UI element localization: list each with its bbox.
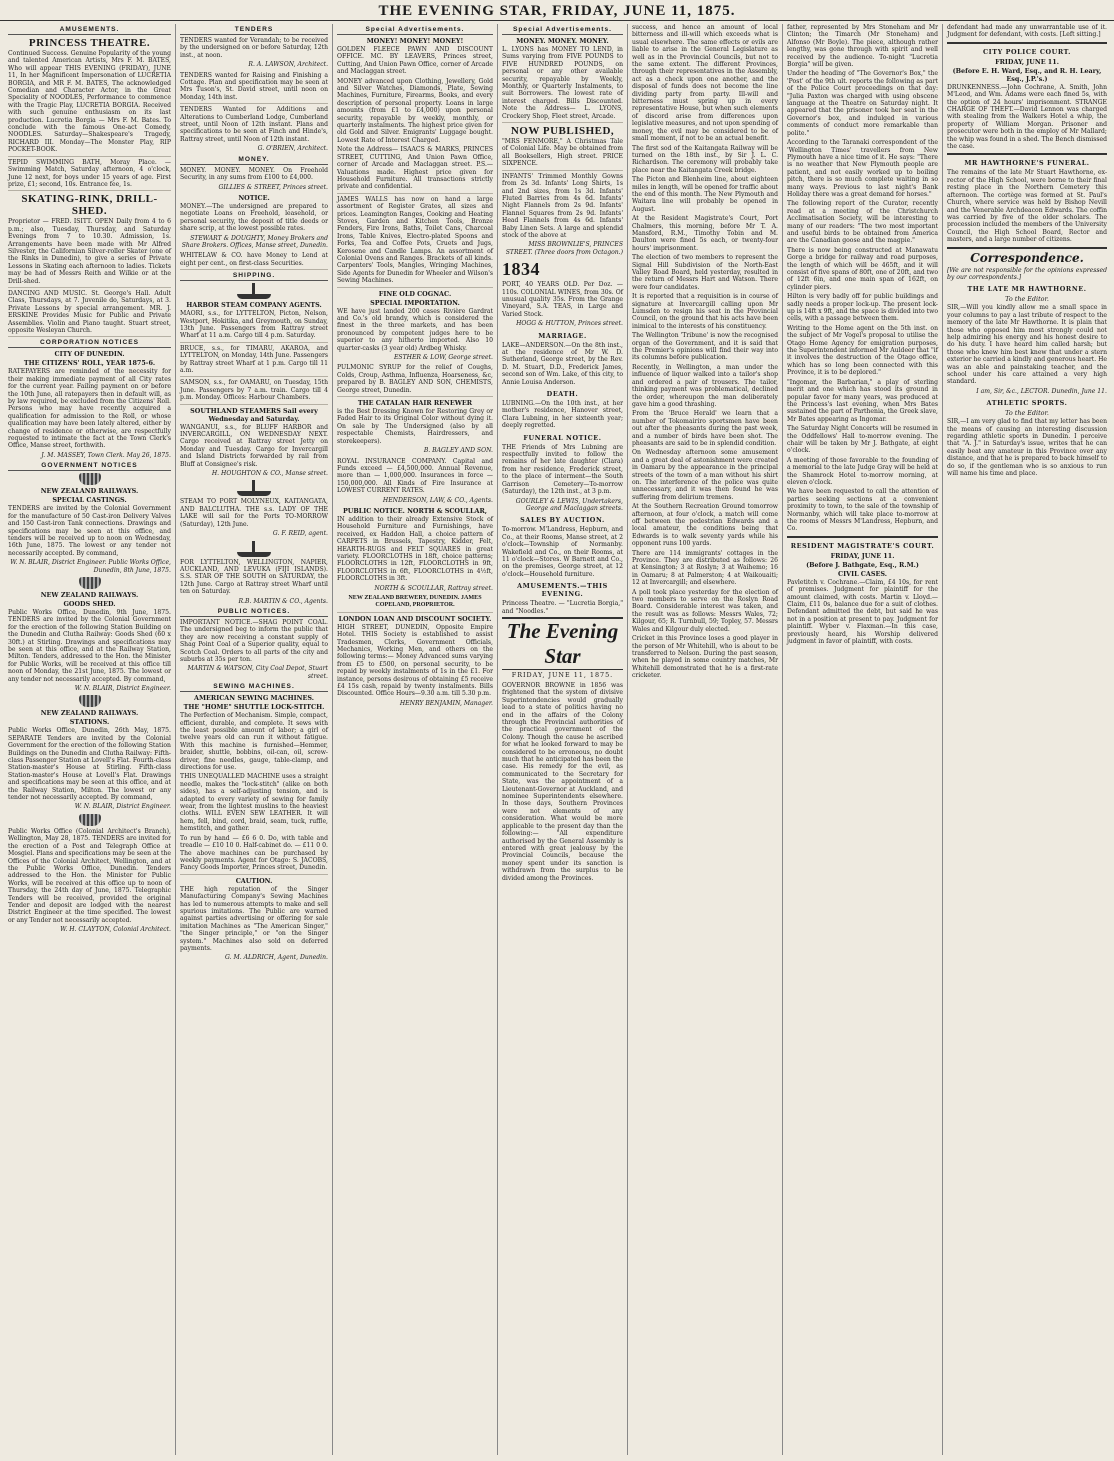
news-paragraph: The Saturday Night Concerts will be resumed in the Oddfellows' Hall to-morrow evening. The chair will be taken by Mr J. Bathgate, at eight o'clock. xyxy=(787,425,938,455)
marriage-notice: LAKE—ANDERSON.—On the 8th inst., at the residence of Mr W. D. Sutherland, George street, by the Rev. D. M. Stuart, D.D., Frederick James, second son of Wm. Lake, of this city, to Annie Louisa Anderson. xyxy=(502,341,623,386)
pawn-ad: GOLDEN FLEECE PAWN AND DISCOUNT OFFICE. MC. BY LEAVERS, Princes street, Cutting, And Union Pawn Office, corner of Arcade and Maclaggan street. xyxy=(337,46,493,76)
auction-list: To-morrow. M'Landress, Hepburn, and Co., at their Rooms, Manse street, at 2 o'clock—Township of Normanby. Wakefield and Co., on their Rooms, at 11 o'clock—Stores. W Barnett and Co., on the premises, George street, at 12 o'clock—Household furniture. xyxy=(502,526,623,578)
letter-body: SIR,—I am very glad to find that my letter has been the means of causing an interesting discussion regarding athletic sports in Dunedin. I perceive that "A. J." in Saturday's issue, writes that he can easily beat any amateur in this Province over any distance, and that he is prepared to back himself to do so, if the gentleman who is so anxious to run will name his time and place. xyxy=(947,418,1107,478)
section-header: Special Advertisements. xyxy=(337,26,493,35)
signature: I am, Sir, &c., LECTOR. Dunedin, June 11. xyxy=(976,387,1107,395)
section-header: TENDERS xyxy=(180,26,328,35)
news-paragraph: According to the Taranaki correspondent of the 'Wellington Times' travellers from New Plymouth have a nice time of it. He says: "There is no weather that New Plymouth people are patient, and not easily worked up to boiling pitch, there is so much complete waiting in so many ways. Previous to last night's Bank Holiday there was a great demand for horses." xyxy=(787,139,938,198)
signature: W. N. BLAIR, District Engineer. xyxy=(74,685,171,692)
dancing-ad: DANCING AND MUSIC. St. George's Hall. Adult Class, Thursdays, at 7. Juvenile do, Saturdays, at 3. Private Lessons by special arrangement. MR. J. ERSKINE Provides Music for Public and Private Assemblies. Violin and Piano taught. Stuart street, opposite Wesleyan Church. xyxy=(8,290,171,337)
sewing-ad: To run by hand — £6 6 0. Do, with table and treadle — £10 10 0. Half-cabinet do. — £11 0 0. The above machines can be purchased by weekly payments. Agent for Otago: S. JACOBS, Fancy Goods Importer, Princes street, Dunedin. xyxy=(180,835,328,875)
newspaper-nameplate: The Evening Star xyxy=(502,617,623,670)
news-paragraph: success, and hence an amount of local bitterness and ill-will which exceeds what is usual elsewhere. The same effects or evils are liable to arise in the General Legislature as well as in the Provincial Councils, but not to the same extent. The different Provinces, through their representatives in the Assembly, act as a check upon one another, and the disposal of funds does not become the line dividing party from party. Ill-will and bitterness must spring up in every representative House, but when such elements of discord arise from differences upon legislative measures, and not upon spending of money, the evil may be considered to be of small moment, if not to be an actual benefit. xyxy=(632,24,778,143)
news-paragraph: We have been requested to call the attention of parties seeking sections at a convenient proximity to town, to the sale of the township of Normanby, which will take place to-morrow at the rooms of Messrs M'Landress, Hepburn, and Co. xyxy=(787,488,938,533)
sewing-ad: THIS UNEQUALLED MACHINE uses a straight needle, makes the "lock-stitch" (alike on both sides), has a self-adjusting tension, and is adapted to every variety of sewing for family wear, from the lightest muslins to the heaviest cloths. WILL EVEN SEW LEATHER. It will hem, fell, bind, cord, braid, seam, tuck, ruffle, hemstitch, and gather. xyxy=(180,773,328,833)
cognac-ad: WE have just landed 200 cases Rivière Gardrat and Co.'s old brandy, which is considered the finest in the three markets, and has been pronounced by competent judges here to be superior to any hitherto imported. Also 10 quarter-casks (3 year old) Ardbeg Whisky. xyxy=(337,307,493,352)
section-header: MR HAWTHORNE'S FUNERAL. xyxy=(964,159,1090,168)
section-header: RESIDENT MAGISTRATE'S COURT. xyxy=(790,541,935,550)
letter-title: THE LATE MR HAWTHORNE. xyxy=(967,285,1087,294)
tender-ad: TENDERS wanted for Raising and Finishing a Cottage. Plan and specification may be seen at Mrs Tuson's, St. David street, until noon on Monday, 14th inst. xyxy=(180,72,328,105)
news-paragraph: The first sod of the Kaitangata Railway will be turned on the 18th inst., by Sir J. L. C. Richardson. The ceremony will probably take place near the Kaitangata Creek bridge. xyxy=(632,144,778,174)
section-header: SALES BY AUCTION. xyxy=(520,516,605,525)
news-paragraph: The Wellington 'Tribune' is now the recognised organ of the Government, and it is said that the Premier's opinions will find their way into its columns before publication. xyxy=(632,332,778,362)
pawn-ad-address: Note the Address— ISAACS & MARKS, PRINCES STREET, CUTTING, And Union Pawn Office, corner of Arcade and Maclaggan street. P.S.—Valuations made. Highest price given for Household Furniture. All transactions strictly private and confidential. xyxy=(337,146,493,193)
port-year: 1834 xyxy=(502,259,540,280)
letter-salutation: To the Editor. xyxy=(1005,409,1049,418)
ad-title: MONEY! MONEY! MONEY! xyxy=(366,37,464,45)
section-header: AMUSEMENTS. xyxy=(8,26,171,35)
ad-title: MONEY. MONEY. MONEY. xyxy=(516,37,609,45)
pawn-ad: MONEY advanced upon Clothing, Jewellery, Gold and Silver Watches, Diamonds, Plate, Sewing Machines, Furniture, Firearms, Books, and every description of personal property. Loans in large amounts (from £1 to £4,000) upon personal security, repayable by weekly, monthly, or quarterly instalments. The highest price given for old Gold and Silver. Emigrants' Luggage bought. Lowest Rate of Interest Charged. xyxy=(337,77,493,144)
shipping-ad: BRUCE, s.s., for TIMARU, AKAROA, and LYTTELTON, on Monday, 14th June. Passengers by Rattray street Wharf at 1 p.m. Cargo till 11 a.m. xyxy=(180,345,328,378)
notice-title: NOTICE. xyxy=(238,193,270,202)
section-header: SHIPPING. xyxy=(180,272,328,281)
news-paragraph: Under the heading of "The Governor's Box," the 'Post' of the 9th ult. reports the following as part of the Police Court proceedings on that day: "Julia Paxton was charged with using obscene language at the Theatre on Saturday night. It appeared that the prisoner took her seat in the Governor's box, and indulged in various comments of conduct more remarkable than polite." xyxy=(787,70,938,137)
royal-crest-icon xyxy=(79,473,101,485)
signature: R.B. MARTIN & CO., Agents. xyxy=(238,597,328,605)
court-report: Pavletitch v. Cochrane.—Claim, £4 10s, for rent of premises. Judgment for plaintiff for the amount claimed, with costs. Martin v. Lloyd.—Claim, £11 0s, balance due for a suit of clothes. Defendant admitted the debt, but said he was not in a position at present to pay. Judgment for plaintiff. Wyber v. Flaxman.—In this case, previously heard, his Worship delivered judgment in favor of plaintiff, with costs. xyxy=(787,578,938,646)
money-ad: MONEY.—The undersigned are prepared to negotiate Loans on Freehold, leasehold, or personal security, the deposit of title deeds or share scrip, at the lowest possible rates. xyxy=(180,202,328,233)
notice-title: SOUTHLAND STEAMERS Sail every Wednesday and Saturday. xyxy=(190,406,318,423)
section-header: DEATH. xyxy=(546,390,579,399)
steamship-icon xyxy=(235,283,273,299)
notice-title: AMERICAN SEWING MACHINES. xyxy=(194,694,314,703)
tender-ad: TENDERS Wanted for Additions and Alterations to Cumberland Lodge, Cumberland street, until Noon of 12th instant. Plans and specifications to be seen at Finch and Hinde's, Rattray street, until Noon of 12th instant. xyxy=(180,106,328,143)
news-paragraph: Cricket in this Province loses a good player in the person of Mr Whitehill, who is about to be transferred to Nelson. During the past season, when he played in some country matches, Mr Whitehill demonstrated that he is a first-rate cricketer. xyxy=(632,635,778,680)
section-header: CORPORATION NOTICES xyxy=(8,339,171,348)
brewery-ad: NEW ZEALAND BREWERY, DUNEDIN. JAMES COPELAND, PROPRIETOR. xyxy=(337,595,493,613)
column-3 xyxy=(333,24,498,1455)
caution-ad: THE high reputation of the Singer Manufacturing Company's Sewing Machines has led to numerous attempts to make and sell spurious imitations. The Public are warned against parties advertising or offering for sale imitation Machines as "The American Singer," "the Singer principle," or "on the Singer system." Machines also sold on deferred payments. xyxy=(180,885,328,952)
tender-ad: TENDERS wanted for Verandah; to be received by the undersigned on or before Saturday, 12th inst., at noon. xyxy=(180,37,328,59)
signature: G. F. REID, agent. xyxy=(272,530,328,538)
signature: GOURLEY & LEWIS, Undertakers, George and Maclaggan streets. xyxy=(515,497,623,512)
letter-body: SIR,—Will you kindly allow me a small space in your columns to pay a last tribute of respect to the memory of the late Mr Hawthorne. It is plain that those who opposed him most strongly could not help admiring his energy and his honest desire to do his duty. I have heard him called harsh; but those who knew him best knew that under a stern exterior he carried a kindly and generous heart. He was an able and painstaking teacher, and the school under his care attained a very high standard. xyxy=(947,304,1107,386)
ad-title: LONDON LOAN AND DISCOUNT SOCIETY. xyxy=(338,614,492,623)
news-paragraph: defendant had made any unwarrantable use of it. Judgment for defendant, with costs. [Left sitting.] xyxy=(947,24,1107,39)
court-civil-heading: CIVIL CASES. xyxy=(838,569,887,578)
column-7 xyxy=(943,24,1111,1455)
news-paragraph: From the 'Bruce Herald' we learn that a number of Tokomairiro sportsmen have been out after the pheasants during the past week, and a number of birds have been shot. The pheasants are said to be in splendid condition. xyxy=(632,410,778,447)
signature: STEWART & DOUGHTY, Money Brokers and Share Brokers. Offices, Manse street, Dunedin. xyxy=(181,234,328,249)
railway-notice: Public Works Office, Dunedin, 26th May, 1875. SEPARATE Tenders are invited by the Colonial Government for the erection of the following Station Buildings on the Dunedin and Clutha Railway: Fifth-class Passenger Station at Lovell's Flat. Fourth-class Station-master's House at Stirling. Fifth-class Station-master's House at Lovell's Flat. Drawings and specifications may be seen at this office, and at the Railway Station, Milton. The lowest or any tender not necessarily accepted. By command, xyxy=(8,727,171,802)
signature: G. O'BRIEN, Architect. xyxy=(257,145,328,153)
steamship-icon xyxy=(235,541,273,557)
ad-title: THE CATALAN HAIR RENEWER xyxy=(357,399,473,408)
skating-ad: Proprietor — FRED. ISITT. OPEN Daily from 4 to 6 p.m.; also, Tuesday, Thursday, and Saturday Evenings from 7 to 10.30. Admission, 1s. Arrangements have been made with Mr Alfred Silvester, the Californian Silver-roller Skater (one of the Rinks in Dunedin), to give a series of Private Lessons in Skating each afternoon to ladies. Tickets may be had of Messrs Reith and Wilkie or at the Drill-shed. xyxy=(8,218,171,288)
news-paragraph: There are 114 immigrants' cottages in the Province. They are distributed as follows: 26 at Kensington; 3 at Roslyn; 3 at Waihemo; 16 in Oamaru; 8 at Palmerston; 4 at Waikouaiti; 12 at Invercargill; and elsewhere. xyxy=(632,549,778,587)
signature: W. N. BLAIR, District Engineer. xyxy=(74,803,171,811)
money-ad: MONEY. MONEY. MONEY. On Freehold Security, in any sums from £100 to £4,000. xyxy=(180,166,328,182)
signature: W. N. BLAIR, District Engineer. Public Works Office, Dunedin, 8th June, 1875. xyxy=(10,559,171,574)
notice-subtitle: GOODS SHED. xyxy=(63,599,116,608)
signature: R. A. LAWSON, Architect. xyxy=(248,61,328,69)
news-paragraph: There is now being constructed at Manawatu Gorge a bridge for railway and road purposes, the length of which will be 465ft, and it will consist of five spans of 80ft, one of 20ft, and two of 12ft 6in, and one main span of 162ft, on cylinder piers. xyxy=(787,246,938,291)
signature: NORTH & SCOULLAR, Rattray street. xyxy=(374,584,493,592)
ad-title: FINE OLD COGNAC. xyxy=(378,289,452,298)
royal-crest-icon xyxy=(79,695,101,707)
signature: HENDERSON, LAW, & CO., Agents. xyxy=(382,496,493,504)
section-header: AMUSEMENTS.—THIS EVENING. xyxy=(517,582,608,599)
book-ad: "MRS FENMORE," A Christmas Tale of Colonial Life. May be obtained from all Booksellers, High street. PRICE SIXPENCE. xyxy=(502,138,623,171)
funeral-notice: THE Friends of Mrs Lubning are respectfully invited to follow the remains of her late daughter (Clara) from her residence, Frederick street, to the place of interment—the South Garrison Cemetery—To-morrow (Saturday), the 12th inst., at 3 p.m. xyxy=(502,443,623,496)
column-4 xyxy=(498,24,628,1455)
notice-title: CITY OF DUNEDIN. xyxy=(54,350,125,359)
masthead xyxy=(0,0,1114,21)
notice-title: NEW ZEALAND RAILWAYS. xyxy=(40,590,139,599)
notice-title: NEW ZEALAND RAILWAYS. xyxy=(40,487,139,496)
ironmongery-ad: JAMES WALLS has now on hand a large assortment of Register Grates, all sizes and prices. Leamington Ranges, Cooking and Heating Stoves, Garden and Kitchen Tools, Bronze Fenders, Fire Irons, Baths, Toilet Cans, Charcoal Irons, Table Knives, Electro-plated Spoons and Forks, Tea and Coffee Pots, Cruets and Jugs, Kerosene and Candle Lamps. An assortment of Colonial Ovens and Ranges. Brackets of all kinds. Carpenters' Tools, Mangles, Wringing Machines, Side Agents for Dunedin for Wheeler and Wilson's Sewing Machines. xyxy=(337,196,493,288)
ad-subtitle: SPECIAL IMPORTATION. xyxy=(370,298,460,307)
section-header: CITY POLICE COURT. xyxy=(982,47,1072,56)
public-notice: IMPORTANT NOTICE.—SHAG POINT COAL. The undersigned beg to inform the public that they are now receiving a constant supply of Shag Point Coal of a Superior quality, equal to Scotch Coal. Orders to all parts of the city and suburbs at 35s per ton. xyxy=(180,618,328,663)
divider xyxy=(787,536,938,538)
signature: W. H. CLAYTON, Colonial Architect. xyxy=(60,926,171,934)
railway-notice: Public Works Office, Dunedin, 9th June, 1875. TENDERS are invited by the Colonial Government for the erection of the following Station Building on the Dunedin and Clutha Railway: Goods Shed (60 x 30ft.) at Stirling. Drawings and specifications may be seen at this office, and at the Railway Station, Milton. Tenders, addressed to the Hon. the Minister for Public Works, will be received at this office till noon of Monday, the 21st June, 1875. The lowest or any tender not necessarily accepted. By command, xyxy=(8,608,171,683)
signature: J. M. MASSEY, Town Clerk. May 26, 1875. xyxy=(41,451,171,459)
news-paragraph: A poll took place yesterday for the election of two members to serve on the Roslyn Road Board. Considerable interest was taken, and the result was as follows: Messrs Wales, 72; Kilgour, 65; R. Turnbull, 59; Topley, 57. Messrs Wales and Kilgour duly elected. xyxy=(632,588,778,633)
divider xyxy=(947,153,1107,155)
section-header: SEWING MACHINES. xyxy=(180,683,328,692)
shipping-ad: WANGANUI, s.s., for BLUFF HARBOR and INVERCARGILL, ON WEDNESDAY NEXT. Cargo received at Rattray street Jetty on Monday and Tuesday. Cargo for Invercargill and Island Districts forwarded by rail from Bluff at Consignee's risk. xyxy=(180,423,328,468)
steamship-icon xyxy=(235,480,273,496)
notice-subtitle: SPECIAL CASTINGS. xyxy=(52,496,127,505)
news-paragraph: The following report of the Curator, recently read at a meeting of the Christchurch Acclimatisation Society, will be interesting to many of our readers: "The two most important and useful birds to be obtained from America are the Canadian goose and the magpie." xyxy=(787,200,938,245)
signature: H. HOUGHTON & CO., Manse street. xyxy=(211,470,328,478)
loan-ad: HIGH STREET, DUNEDIN, Opposite Empire Hotel. THIS Society is established to assist Tradesmen, Clerks, Government Officials, Mechanics, Working Men, and others on the following terms:— Money Advanced sums varying from £5 to £500, on personal security, to be repaid by weekly instalments of 1s in the £1. For instance, persons desirous of obtaining £5 receive £4 15s cash, repaid by twenty instalments. Bills Discounted. Office Hours—9.30 a.m. till 5.30 p.m. xyxy=(337,623,493,698)
column-5 xyxy=(628,24,783,1455)
notice-title: CAUTION. xyxy=(235,876,273,885)
news-paragraph: The Picton and Blenheim line, about eighteen miles in length, will be opened for traffic about the end of this month. The New Plymouth and Waitara line will probably be opened in August. xyxy=(632,176,778,213)
drapery-ad: INFANTS' Trimmed Monthly Gowns from 2s 3d. Infants' Long Shirts, 1s and 2nd sizes, from 1s 3d. Infants' Fluted Barries from 4s 6d. Infants' Night Flannels from 2s 9d. Infants' Flannel Squares from 2s 9d. Infants' Head Flannels from 4s 6d. Infants' Baby Linen Sets. A large and splendid stock of the above at xyxy=(502,172,623,239)
news-paragraph: A meeting of those favorable to the founding of a memorial to the late Judge Gray will be held at the Shamrock Hotel to-morrow morning, at eleven o'clock. xyxy=(787,456,938,486)
money-ad: L. LYONS has MONEY TO LEND, in Sums varying from FIVE POUNDS to FIVE HUNDRED POUNDS, on personal or any other available security, repayable by Weekly, Monthly, or Quarterly Instalments, to suit Borrowers. The lowest rate of interest charged. Bills Discounted. Note the Address— L. LYONS, Crockery Shop, Fleet street, Arcade. xyxy=(502,46,623,123)
bath-ad: TEPID SWIMMING BATH, Moray Place. — Swimming Match, Saturday afternoon, 4 o'clock, June 12 next, for boys under 15 years of age. First prize, £1; second, 10s. Entrance fee, 1s. xyxy=(8,159,171,192)
news-paragraph: At the Resident Magistrate's Court, Port Chalmers, this morning, before Mr T. A. Mansford, R.M., Timothy Tobin and M. Daulton were fined 5s each, or twenty-four hours' imprisonment. xyxy=(632,215,778,252)
leading-article: GOVERNOR BROWNE in 1856 was frightened that the system of divisive Superintendencies would gradually lead to a state of politics having no end in the affairs of the Colony through the Provincial authorities of the practical government of the Colony. Though the cause he ascribed for what he looked forward to may be considered to be erroneous, no doubt much that he anticipated has been the case. His remedy for the evil, as communicated to the Secretary for State, was the appointment of a Lieutenant-Governor at Auckland, and nominee Superintendents elsewhere. In those days, Southern Provinces were not elements of any consideration. What would be more applicable to the present day than the following:— "All expenditure authorised by the General Assembly is entered with great jealousy by the Provincial Councils, because the money spent under its sanction is withdrawn from the surplus to be divided among the Provinces. xyxy=(502,681,623,882)
divider xyxy=(947,42,1107,44)
signature: MARTIN & WATSON, City Coal Depot, Stuart street. xyxy=(187,665,328,680)
royal-crest-icon xyxy=(79,814,101,826)
city-notice: RATEPAYERS are reminded of the necessity for their making immediate payment of all City rates for the current year. Failing payment on or before the 10th June, all ratepayers then in default will, as by law required, be excluded from the Citizens' Roll. Persons who may have recently acquired a qualification for admission to the Roll, or whose qualification may have been lately altered, either by change of residence or otherwise, are respectfully requested to intimate the fact at the Town Clerk's Office, Manse street, forthwith. xyxy=(8,368,171,450)
signature: ESTHER & LOW, George street. xyxy=(393,354,493,362)
shipping-ad: MAORI, s.s., for LYTTELTON, Picton, Nelson, Westport, Hokitika, and Greymouth, on Sunday, 13th June. Passengers from Rattray street Wharf at 11 a.m. Cargo till 4 p.m. Saturday. xyxy=(180,310,328,343)
column-1 xyxy=(4,24,176,1455)
news-paragraph: Hilton is very badly off for public buildings and sadly needs a proper lock-up. The present lock-up is 14ft x 9ft, and the space is divided into two cells, with a passage between them. xyxy=(787,293,938,323)
letter-title: ATHLETIC SPORTS. xyxy=(986,399,1068,408)
pulmonic-ad: PULMONIC SYRUP for the relief of Coughs, Colds, Croup, Asthma, Influenza, Hoarseness, &c, prepared by B. BAGLEY AND SON, CHEMISTS, George street, Dunedin. xyxy=(337,364,493,397)
telegraph-notice: Public Works Office (Colonial Architect's Branch), Wellington, May 28, 1875. TENDERS are invited for the erection of a Post and Telegraph Office at Mosgiel. Plans and specifications may be seen at the Offices of the Colonial Architect, Wellington, and at the Public Works Office, Dunedin. Tenders addressed to the Hon. the Minister for Public Works, will be received at this office up to noon of Thursday, the 24th day of June, 1875. Telegraphic Tenders will be received, provided the original Tender and deposit are lodged with the nearest District Engineer at the time specified. The lowest or any Tender not necessarily accepted. xyxy=(8,827,171,924)
section-header: Special Advertisements. xyxy=(502,26,623,35)
court-bench: (Before J. Bathgate, Esq., R.M.) xyxy=(806,560,919,569)
news-paragraph: Recently, in Wellington, a man under the influence of liquor walked into a tailor's shop and ordered a pair of trousers. The tailor, thinking payment was problematical, declined the order, whereupon the man deliberately gave him a good thrashing. xyxy=(632,363,778,408)
section-header: GOVERNMENT NOTICES xyxy=(8,462,171,471)
ad-title: PUBLIC NOTICE. NORTH & SCOULLAR, xyxy=(342,506,488,515)
section-header: MARRIAGE. xyxy=(538,331,587,340)
notice-subtitle: THE CITIZENS' ROLL, YEAR 1875-6. xyxy=(23,359,156,368)
signature: GILLIES & STREET, Princes street. xyxy=(218,183,328,191)
money-ad: WHITELAW & CO. have Money to Lend at eight per cent., on first-class Securities. xyxy=(180,252,328,270)
ad-title: PRINCESS THEATRE. xyxy=(28,37,151,49)
ad-title: SKATING-RINK, DRILL-SHED. xyxy=(21,193,158,218)
amusements-list: Princess Theatre. — "Lucretia Borgia," and "Noodles." xyxy=(502,600,623,615)
section-header: Correspondence. xyxy=(947,247,1107,265)
shipping-ad: SAMSON, s.s., for OAMARU, on Tuesday, 15th June. Passengers by 7 a.m. train. Cargo till 4 p.m. Monday. Offices: Harbour Chambers. xyxy=(180,379,328,404)
furniture-ad: IN addition to their already Extensive Stock of Household Furniture and Furnishings, have received, ex Haddon Hall, a choice pattern of CARPETS in Brussels, Tapestry, Kidder, Felt, HEARTH-RUGS and FELT SQUARES in great variety. FLOORCLOTHS in 18ft, choice patterns; FLOORCLOTHS in 12ft, FLOORCLOTHS in 9ft, FLOORCLOTHS in 6ft, FLOORCLOTHS in 4½ft, FLOORCLOTHS in 3ft. xyxy=(337,515,493,583)
news-paragraph: father, represented by Mrs Stoneham and Mr Clinton; the Timarch (Mr Stoneham) and Alfonso (Mr Boyle). The piece, although rather lengthy, was gone through with spirit and well received by the audience. To-night "Lucretia Borgia" will be given. xyxy=(787,24,938,69)
signature: G. M. ALDRICH, Agent, Dunedin. xyxy=(224,954,328,962)
police-report: DRUNKENNESS.—John Cochrane, A. Smith, John M'Leod, and Wm. Adams were each fined 5s, with the option of 24 hours' imprisonment. STRANGE CHARGE OF THEFT.—David Lennon was charged with stealing from the Walkers Hotel a whip, the property of William Morgan. Prisoner and prosecutor were both in the employ of Mr Mallard; the whip was found in a shed. The Bench dismissed the case. xyxy=(947,83,1107,151)
wine-ad: PORT, 40 YEARS OLD. Per Doz. — 110s. COLONIAL WINES, from 30s. Of unusual quality 35s. From the Grange Vineyard, S.A. TEAS, in Large and Varied Stock. xyxy=(502,281,623,318)
signature: HENRY BENJAMIN, Manager. xyxy=(399,699,493,707)
shipping-ad: FOR LYTTELTON, WELLINGTON, NAPIER, AUCKLAND, AND LEVUKA (FIJI ISLANDS). S.S. STAR OF THE SOUTH on SATURDAY, the 12th June. Cargo at Rattray street Wharf until ten on Saturday. xyxy=(180,558,328,596)
notice-subtitle: STATIONS. xyxy=(69,718,110,727)
issue-date: FRIDAY, JUNE 11, 1875. xyxy=(511,670,614,679)
section-header: PUBLIC NOTICES. xyxy=(180,608,328,617)
railway-notice: TENDERS are invited by the Colonial Government for the manufacture of 50 Cast-iron Delivery Valves and 150 Cast-iron Tank connections. Drawings and specifications may be seen at this office, and tenders will be received up to noon on Wednesday, 16th June, 1875. The lowest or any tender not necessarily accepted. By command, xyxy=(8,505,171,557)
catalan-ad: is the Best Dressing Known for Restoring Grey or Faded Hair to its Original Color without dying it. On sale by The Undersigned (also by all respectable Chemists, Hairdressers, and storekeepers). xyxy=(337,408,493,445)
ad-title: NOW PUBLISHED, xyxy=(510,125,615,138)
notice-subtitle: THE "HOME" SHUTTLE LOCK-STITCH. xyxy=(183,703,325,712)
news-paragraph: At the Southern Recreation Ground tomorrow afternoon, at four o'clock, a match will come off between the pedestrian Edwards and a local amateur, the conditions being that Edwards is to walk seventy yards while his opponent runs 100 yards. xyxy=(632,503,778,548)
shipping-ad: STEAM TO PORT MOLYNEUX, KAITANGATA, AND BALCLUTHA. THE s.s. LADY OF THE LAKE will sail for the Ports TO-MORROW (Saturday), 12th June. xyxy=(180,498,328,528)
signature: B. BAGLEY AND SON. xyxy=(423,447,493,455)
letter-salutation: To the Editor. xyxy=(1005,295,1049,304)
editorial-note: [We are not responsible for the opinions expressed by our correspondents.] xyxy=(947,266,1107,281)
court-bench: (Before E. H. Ward, Esq., and R. H. Leary, Esq., J.P.'s.) xyxy=(952,66,1102,83)
signature: MISS BROWNLIE'S, PRINCES STREET. (Three doors from Octagon.) xyxy=(505,241,623,256)
news-paragraph: "Ingomar, the Barbarian," a play of sterling merit and one which has stood its ground in popular favor for many years, was produced at the Princess's last evening, when Mrs Bates sustained the part of Parthenia, the Greek slave, Mr Bates appearing as Ingomar. xyxy=(787,378,938,423)
column-6 xyxy=(783,24,943,1455)
death-notice: LUBNING.—On the 10th inst., at her mother's residence, Hanover street, Clara Lubning, in her sixteenth year; deeply regretted. xyxy=(502,400,623,430)
insurance-ad: ROYAL INSURANCE COMPANY. Capital and Funds exceed — £4,500,000. Annual Revenue, more than — 1,000,000. Insurances in force — 150,000,000. All Kinds of Fire Insurance at LOWEST CURRENT RATES. xyxy=(337,457,493,495)
signature: HOGG & HUTTON, Princes street. xyxy=(516,320,623,328)
court-date: FRIDAY, JUNE 11. xyxy=(830,551,895,560)
notice-title: HARBOR STEAM COMPANY AGENTS. xyxy=(186,301,322,310)
court-date: FRIDAY, JUNE 11. xyxy=(995,57,1059,66)
notice-title: NEW ZEALAND RAILWAYS. xyxy=(40,709,139,718)
masthead-title: THE EVENING STAR, FRIDAY, JUNE 11, 1875. xyxy=(378,3,736,19)
sewing-ad: The Perfection of Mechanism. Simple, compact, efficient, durable, and complete. It sews with the least possible amount of labor; a girl of twelve years old can run it without fatigue. With this machine is furnished—Hemmer, braider, shuttle, bobbins, oil-can, oil, screw-driver, fine needles, gauge, table-clamp, and directions for use. xyxy=(180,712,328,772)
news-paragraph: On Wednesday afternoon some amusement and a great deal of astonishment were created in Oamaru by the appearance in the principal streets of the town of a man without his shirt on. The interference of the police was quite unnecessary, and it was then found he was suffering from delirium tremens. xyxy=(632,449,778,501)
news-paragraph: Writing to the Home agent on the 5th inst. on the subject of Mr Vogel's proposal to utilise the Otago Home Agency for emigration purposes, the Superintendent informed Mr Auldeer that "if it involves the destruction of the Otago office, which has so long been connected with this Province, it is to be deplored." xyxy=(787,324,938,377)
royal-crest-icon xyxy=(79,577,101,589)
theatre-ad: Continued Success. Genuine Popularity of the young and talented American Artists, Mrs F. M. BATES, Who will appear THIS EVENING (FRIDAY), JUNE 11, In her Magnificent Impersonation of LUCRETIA BORGIA, and MR F. M. BATES, The acknowledged Comedian and Character Actor, in the Great Speciality of NOODLES, Performance to commence with the Tragic Play, LUCRETIA BORGIA. Received with such genuine enthusiasm on its last production. Lucretia Borgia — Mrs F. M. Bates. To conclude with the famous One-act Comedy, NOODLES. Saturday—Shakespeare's Tragedy, RICHARD III. Monday—The Monster Play, RIP POCKET-BOOK. xyxy=(8,50,171,157)
funeral-report: The remains of the late Mr Stuart Hawthorne, ex-rector of the High School, were borne to their final resting place in the Northern Cemetery this afternoon. The cortège was formed at St. Paul's Church, where service was held by Bishop Nevill and the Venerable Archdeacon Edwards. The coffin was carried by five of the older scholars. The procession included the members of the University Council, the High School Board, Rector and masters, and a large number of citizens. xyxy=(947,169,1107,244)
column-2 xyxy=(176,24,333,1455)
news-paragraph: It is reported that a requisition is in course of signature at Invercargill calling upon Mr Lumsden to resign his seat in the Provincial Council, on the ground that his acts have been inimical to the interests of his constituency. xyxy=(632,293,778,330)
section-header: MONEY. xyxy=(180,156,328,165)
news-paragraph: The election of two members to represent the Signal Hill Subdivision of the North-East Valley Road Board, held yesterday, resulted in the return of Messrs Hart and Watson. There were four candidates. xyxy=(632,254,778,291)
section-header: FUNERAL NOTICE. xyxy=(523,433,602,442)
